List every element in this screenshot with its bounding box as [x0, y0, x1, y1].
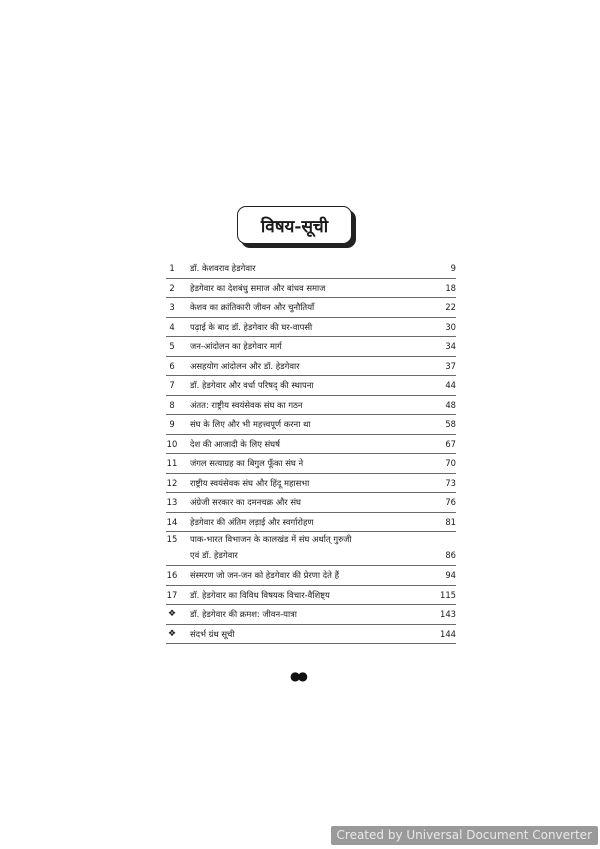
- toc-number: 9: [169, 419, 175, 429]
- toc-page-number: 94: [445, 570, 456, 580]
- toc-title-text: डॉ. हेडगेवार का विविध विषयक विचार-वैशिष्ट्य: [190, 589, 330, 600]
- toc-title-text: असहयोग आंदोलन और डॉ. हेडगेवार: [190, 360, 300, 371]
- toc-page-number: 44: [445, 380, 456, 390]
- toc-title-text: देश की आजादी के लिए संघर्ष: [190, 438, 280, 449]
- toc-title-text-continued: एवं डॉ. हेडगेवार: [190, 550, 238, 560]
- toc-title-text: अंग्रेजी सरकार का दमनचक्र और संघ: [190, 497, 301, 507]
- toc-title-text: संदर्भ ग्रंथ सूची: [190, 628, 235, 639]
- toc-page-number: 48: [445, 399, 456, 410]
- converter-watermark: Created by Universal Document Converter: [331, 826, 598, 845]
- toc-number: 17: [166, 589, 178, 600]
- toc-row[interactable]: [166, 493, 456, 513]
- toc-title-text: संघ के लिए और भी महत्त्वपूर्ण करना था: [190, 419, 311, 429]
- toc-page-number: 58: [445, 419, 456, 429]
- toc-number: 15: [166, 534, 178, 544]
- toc-row[interactable]: [166, 566, 456, 586]
- toc-title-text: पढ़ाई के बाद डॉ. हेडगेवार की घर-वापसी: [190, 321, 313, 332]
- toc-title-text: संस्मरण जो जन-जन को हेडगेवार की प्रेरणा देते हैं: [190, 570, 340, 580]
- toc-number: 2: [169, 282, 175, 293]
- toc-page-number: 143: [440, 609, 456, 619]
- toc-page-number: 30: [445, 321, 456, 332]
- toc-title-text: हेडगेवार का देशबंधु समाज और बांधव समाज: [190, 282, 326, 293]
- toc-row[interactable]: [166, 415, 456, 435]
- toc-page-number: 115: [440, 589, 456, 600]
- toc-number: 3: [169, 302, 175, 312]
- toc-title-text: डॉ. केशवराव हेडगेवार: [190, 263, 256, 273]
- toc-number: 13: [166, 497, 178, 507]
- toc-row[interactable]: [166, 454, 456, 474]
- toc-row[interactable]: [166, 337, 456, 357]
- toc-row[interactable]: [166, 532, 456, 566]
- toc-row[interactable]: [166, 357, 456, 377]
- table-of-contents: [166, 259, 456, 644]
- toc-title-text: जन-आंदोलन का हेडगेवार मार्ग: [190, 341, 282, 351]
- toc-number: 1: [169, 263, 175, 273]
- toc-row[interactable]: [166, 586, 456, 606]
- toc-number: 6: [169, 360, 175, 371]
- toc-number: 10: [166, 438, 178, 449]
- toc-title-text: राष्ट्रीय स्वयंसेवक संघ और हिंदू महासभा: [190, 477, 310, 488]
- toc-row[interactable]: [166, 318, 456, 338]
- toc-row[interactable]: [166, 605, 456, 625]
- toc-row[interactable]: [166, 474, 456, 494]
- toc-number: 4: [169, 321, 175, 332]
- toc-title-text: डॉ. हेडगेवार और वर्धा परिषद् की स्थापना: [190, 380, 314, 390]
- toc-title: विषय-सूची: [237, 206, 352, 244]
- toc-title-text: जंगल सत्याग्रह का बिगुल फूँका संघ ने: [190, 458, 304, 468]
- toc-title-text: डॉ. हेडगेवार की क्रमश: जीवन-यात्रा: [190, 609, 297, 619]
- toc-title-text: अंतत: राष्ट्रीय स्वयंसेवक संघ का गठन: [190, 399, 303, 410]
- bullet-icon: ❖: [167, 609, 177, 619]
- toc-number: 12: [166, 477, 178, 488]
- toc-title-text: पाक-भारत विभाजन के कालखंड में संघ अर्थात् गुरुजी: [190, 534, 352, 544]
- toc-page-number: 70: [445, 458, 456, 468]
- toc-number: 7: [169, 380, 175, 390]
- toc-number: 11: [166, 458, 178, 468]
- toc-page-number: 76: [445, 497, 456, 507]
- toc-row[interactable]: [166, 279, 456, 299]
- bullet-icon: ❖: [167, 628, 177, 639]
- toc-page-number: 22: [445, 302, 456, 312]
- toc-page-number: 144: [440, 628, 456, 639]
- toc-page-number: 67: [445, 438, 456, 449]
- end-ornament: ●●: [290, 669, 305, 683]
- toc-number: 8: [169, 399, 175, 410]
- toc-title-text: केशव का क्रांतिकारी जीवन और चुनौतियाँ: [190, 302, 315, 312]
- toc-page-number: 34: [445, 341, 456, 351]
- toc-page-number: 37: [445, 360, 456, 371]
- toc-page-number: 86: [445, 550, 456, 560]
- toc-row[interactable]: [166, 435, 456, 455]
- toc-number: 5: [169, 341, 175, 351]
- toc-row[interactable]: [166, 259, 456, 279]
- toc-page-number: 81: [445, 516, 456, 527]
- toc-page-number: 73: [445, 477, 456, 488]
- toc-row[interactable]: [166, 376, 456, 396]
- toc-row[interactable]: [166, 513, 456, 533]
- toc-title-text: हेडगेवार की अंतिम लड़ाई और स्वर्गारोहण: [190, 516, 314, 527]
- toc-row[interactable]: [166, 625, 456, 645]
- toc-row[interactable]: [166, 396, 456, 416]
- toc-number: 16: [166, 570, 178, 580]
- toc-page-number: 18: [445, 282, 456, 293]
- toc-page-number: 9: [450, 263, 456, 273]
- toc-number: 14: [166, 516, 178, 527]
- toc-row[interactable]: [166, 298, 456, 318]
